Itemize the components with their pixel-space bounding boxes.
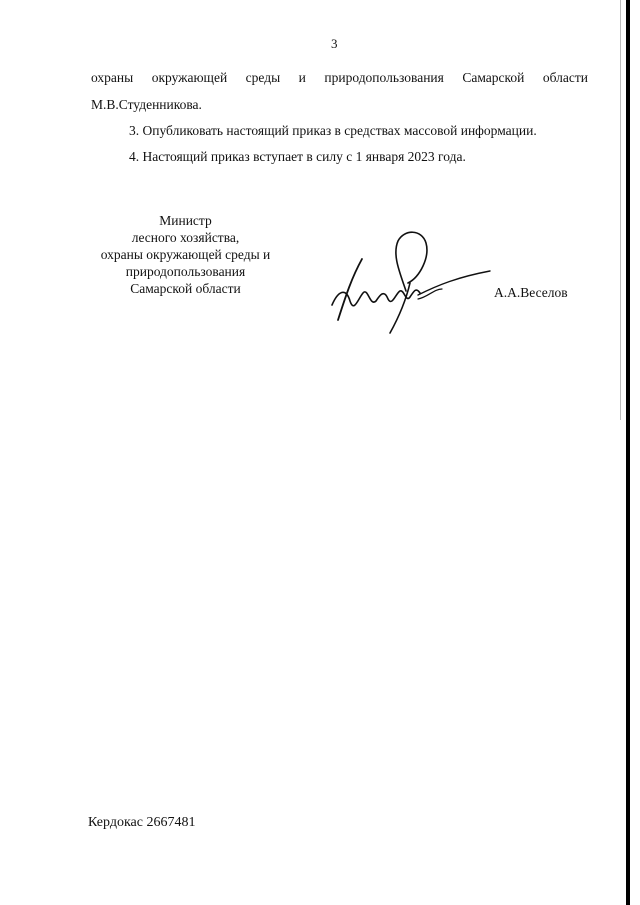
- body-line-1: охраны окружающей среды и природопользования Самарской области: [91, 70, 588, 85]
- page-number: 3: [331, 36, 338, 51]
- handwritten-signature: [318, 225, 498, 340]
- scan-edge-border: [626, 0, 630, 905]
- body-item-3: 3. Опубликовать настоящий приказ в средствах массовой информации.: [129, 123, 537, 138]
- signature-title-line: Самарской области: [130, 281, 241, 296]
- signature-title-line: природопользования: [125, 264, 246, 279]
- signature-title-line: Министр: [159, 213, 212, 228]
- signature-title-line: лесного хозяйства,: [131, 230, 240, 245]
- body-line-2: М.В.Студенникова.: [91, 97, 202, 112]
- signature-title-line: охраны окружающей среды и: [100, 247, 271, 262]
- footer-document-code: Кердокас 2667481: [88, 815, 196, 830]
- scan-edge-thin: [620, 0, 621, 420]
- signature-title-block: [78, 212, 293, 297]
- body-item-4: 4. Настоящий приказ вступает в силу с 1 января 2023 года.: [129, 149, 466, 164]
- signer-name: А.А.Веселов: [494, 285, 568, 300]
